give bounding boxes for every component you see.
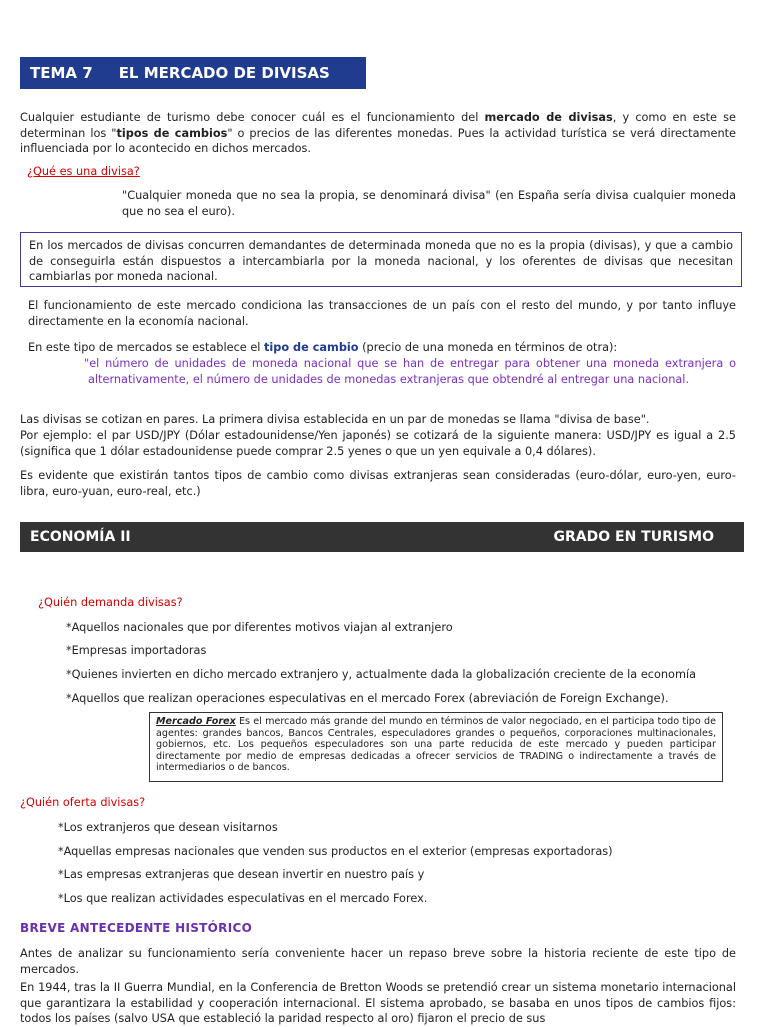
forex-text: Es el mercado más grande del mundo en términos de valor negociado, en el participa todo tipo de agentes: grandes bancos, Bancos Centrales, especuladores grandes o pequeños, corporaciones multinacionales, gobiernos, etc. Los pequeños especuladores son una parte reducida de este mercado y pueden participar directamente por medio de empresas dedicadas a ofrecer servicios de TRADING o indirectamente a través de intermediarios o de bancos. — [156, 716, 716, 774]
intro-bold-1: mercado de divisas — [484, 111, 613, 124]
question-quien-oferta: ¿Quién oferta divisas? — [20, 796, 146, 809]
tipo-cambio-term: tipo de cambio — [264, 341, 359, 354]
demanda-item-4: *Aquellos que realizan operaciones especulativas en el mercado Forex (abreviación de Foreign Exchange). — [66, 692, 669, 705]
forex-term: Mercado Forex — [156, 716, 236, 727]
question-quien-demanda: ¿Quién demanda divisas? — [38, 596, 183, 609]
funcionamiento-paragraph: El funcionamiento de este mercado condiciona las transacciones de un país con el resto del mundo, y por tanto influye directamente en la economía nacional. — [28, 299, 736, 328]
historico-paragraph-1: Antes de analizar su funcionamiento sería conveniente hacer un repaso breve sobre la historia reciente de este tipo de mercados. — [20, 947, 736, 976]
intro-text-2: , y como en este se determinan los " — [20, 111, 736, 140]
intro-bold-2: tipos de cambios — [116, 126, 228, 140]
course-name: ECONOMÍA II — [30, 529, 131, 545]
intro-text-3: " o precios de las diferentes monedas. Pues la actividad turística se verá directamente influenciada por lo acontecido en dichos mercados. — [20, 126, 736, 155]
pares-line-2: Por ejemplo: el par USD/JPY (Dólar estadounidense/Yen japonés) se cotizará de la siguiente manera: USD/JPY es igual a 2.5 (significa que 1 dólar estadounidense puede comprar 2.5 yenes o que un yen equivale a 0,4 dólares). — [20, 429, 736, 458]
demanda-item-3: *Quienes invierten en dicho mercado extranjero y, actualmente dada la globalización creciente de la economía — [66, 668, 697, 681]
demanda-item-1: *Aquellos nacionales que por diferentes motivos viajan al extranjero — [66, 621, 453, 634]
definition-divisa: "Cualquier moneda que no sea la propia, se denominará divisa" (en España sería divisa cualquier moneda que no sea el euro). — [122, 189, 736, 218]
historico-paragraph-2: En 1944, tras la II Guerra Mundial, en la Conferencia de Bretton Woods se pretendió crear un sistema monetario internacional que garantizara la estabilidad y cooperación internacional. El sistema aprobado, se basaba en unos tipos de cambios fijos: todos los países (salvo USA que estableció la paridad respecto al oro) fijaron el precio de sus — [20, 981, 736, 1025]
intro-paragraph — [20, 110, 736, 157]
demanda-item-2: *Empresas importadoras — [66, 644, 207, 657]
oferta-item-4: *Los que realizan actividades especulativas en el mercado Forex. — [58, 892, 428, 905]
pares-line-1: Las divisas se cotizan en pares. La primera divisa establecida en un par de monedas se llama "divisa de base". — [20, 413, 650, 426]
chapter-number: TEMA 7 — [30, 64, 93, 82]
oferta-item-2: *Aquellas empresas nacionales que venden sus productos en el exterior (empresas exportadoras) — [58, 845, 613, 858]
boxed-paragraph: En los mercados de divisas concurren demandantes de determinada moneda que no es la propia (divisas), y que a cambio de conseguirla están dispuestos a intercambiarla por la moneda nacional, y los oferentes de divisas que necesitan cambiarlas por moneda nacional. — [29, 239, 733, 283]
section-heading-historico: BREVE ANTECEDENTE HISTÓRICO — [20, 921, 253, 935]
demand-offer-box — [20, 232, 742, 287]
evidente-paragraph: Es evidente que existirán tantos tipos de cambio como divisas extranjeras sean consideradas (euro-dólar, euro-yen, euro-libra, euro-yuan, euro-real, etc.) — [20, 469, 736, 498]
tipo-cambio-definition: "el número de unidades de moneda nacional que se han de entregar para obtener una moneda extranjera o alternativamente, el número de unidades de monedas extranjeras que obtendré al entregar una nacional. — [84, 357, 736, 386]
oferta-item-1: *Los extranjeros que desean visitarnos — [58, 821, 278, 834]
tipo-cambio-intro — [28, 340, 736, 356]
oferta-item-3: *Las empresas extranjeras que desean invertir en nuestro país y — [58, 868, 425, 881]
intro-text-1: Cualquier estudiante de turismo debe conocer cuál es el funcionamiento del — [20, 111, 485, 124]
degree-name: GRADO EN TURISMO — [553, 529, 714, 545]
forex-definition-box — [149, 712, 723, 782]
question-que-es-divisa: ¿Qué es una divisa? — [27, 165, 140, 178]
tipo-cambio-text-2: (precio de una moneda en términos de otra): — [358, 341, 618, 354]
chapter-title: EL MERCADO DE DIVISAS — [118, 64, 330, 82]
chapter-title-bar — [20, 57, 366, 89]
course-header-bar — [20, 522, 744, 552]
tipo-cambio-text-1: En este tipo de mercados se establece el — [28, 341, 264, 354]
